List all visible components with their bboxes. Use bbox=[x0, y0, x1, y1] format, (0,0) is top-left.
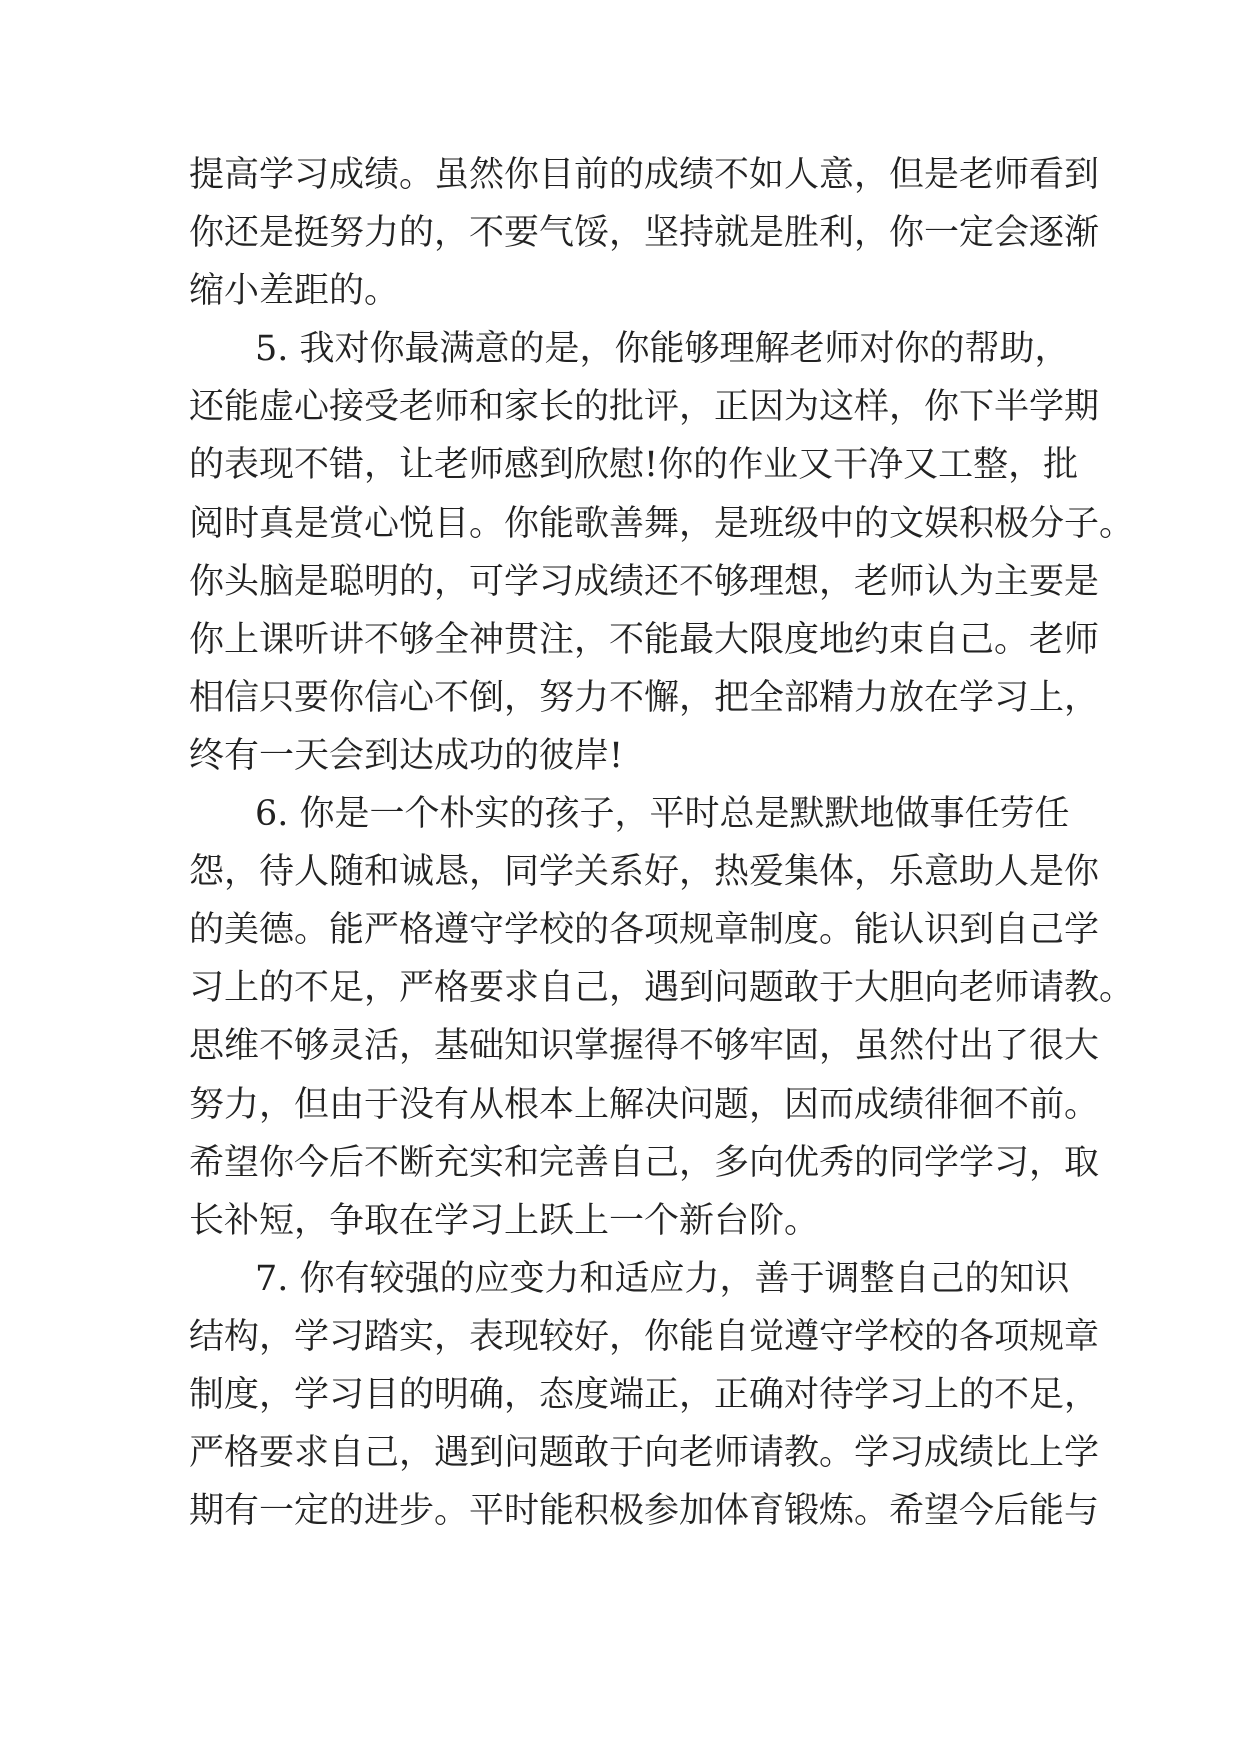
text-line: 提高学习成绩。虽然你目前的成绩不如人意，但是老师看到 bbox=[189, 155, 1100, 195]
text-line: 缩小差距的。 bbox=[189, 271, 400, 312]
text-line: 你上课听讲不够全神贯注，不能最大限度地约束自己。老师 bbox=[189, 619, 1100, 660]
text-line: 还能虚心接受老师和家长的批评，正因为这样，你下半学期 bbox=[189, 387, 1100, 428]
paragraph-5-first-line: 5. 我对你最满意的是，你能够理解老师对你的帮助， bbox=[255, 329, 1070, 370]
text-line: 的表现不错，让老师感到欣慰!你的作业又干净又工整，批 bbox=[189, 445, 1079, 486]
text-line: 长补短，争取在学习上跃上一个新台阶。 bbox=[189, 1200, 820, 1241]
paragraph-6-first-line: 6. 你是一个朴实的孩子，平时总是默默地做事任劳任 bbox=[255, 794, 1070, 835]
text-line: 习上的不足，严格要求自己，遇到问题敢于大胆向老师请教。 bbox=[189, 968, 1135, 1009]
text-line: 结构，学习踏实，表现较好，你能自觉遵守学校的各项规章 bbox=[189, 1316, 1100, 1357]
text-line: 相信只要你信心不倒，努力不懈，把全部精力放在学习上， bbox=[189, 677, 1100, 718]
paragraph-7-first-line: 7. 你有较强的应变力和适应力，善于调整自己的知识 bbox=[255, 1258, 1070, 1299]
text-line: 阅时真是赏心悦目。你能歌善舞，是班级中的文娱积极分子。 bbox=[189, 503, 1135, 544]
document-body bbox=[189, 146, 1135, 1540]
text-line: 严格要求自己，遇到问题敢于向老师请教。学习成绩比上学 bbox=[189, 1433, 1100, 1474]
text-line: 思维不够灵活，基础知识掌握得不够牢固，虽然付出了很大 bbox=[189, 1026, 1100, 1067]
text-line: 你头脑是聪明的，可学习成绩还不够理想，老师认为主要是 bbox=[189, 561, 1100, 602]
text-line: 你还是挺努力的，不要气馁，坚持就是胜利，你一定会逐渐 bbox=[189, 213, 1100, 254]
text-line: 终有一天会到达成功的彼岸! bbox=[189, 735, 624, 776]
text-line: 期有一定的进步。平时能积极参加体育锻炼。希望今后能与 bbox=[189, 1491, 1100, 1532]
text-line: 努力，但由于没有从根本上解决问题，因而成绩徘徊不前。 bbox=[189, 1084, 1100, 1125]
text-line: 制度，学习目的明确，态度端正，正确对待学习上的不足， bbox=[189, 1374, 1100, 1415]
text-line: 怨，待人随和诚恳，同学关系好，热爱集体，乐意助人是你 bbox=[189, 852, 1100, 893]
text-line: 希望你今后不断充实和完善自己，多向优秀的同学学习，取 bbox=[189, 1142, 1100, 1183]
text-line: 的美德。能严格遵守学校的各项规章制度。能认识到自己学 bbox=[189, 910, 1100, 951]
